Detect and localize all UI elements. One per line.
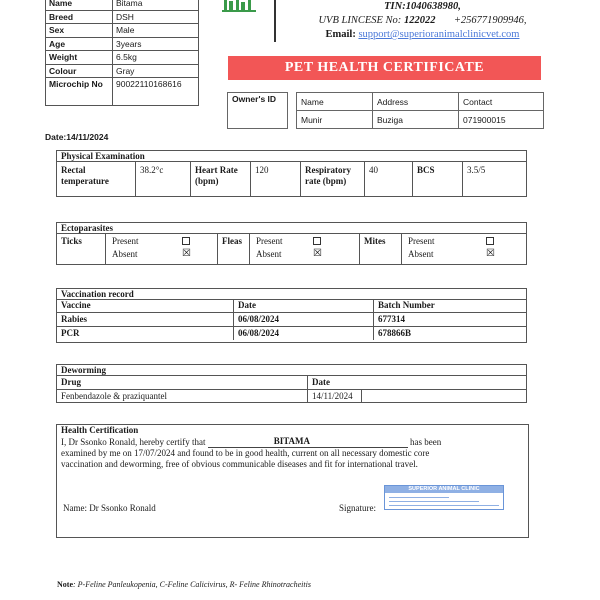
resp-rate-label: Respiratory rate (bpm) xyxy=(300,162,364,196)
owner-header: Address xyxy=(373,93,459,111)
footnote xyxy=(57,580,311,589)
license-row xyxy=(300,14,545,28)
ecto-name: Ticks xyxy=(61,236,82,246)
present-label: Present xyxy=(112,236,139,246)
rectal-value: 38.2°c xyxy=(135,162,190,196)
batch-header: Batch Number xyxy=(373,300,526,312)
email-label: Email: xyxy=(325,29,356,40)
pet-value: 3years xyxy=(113,37,199,51)
batch-number: 677314 xyxy=(373,313,526,326)
vaccine-name: PCR xyxy=(61,328,80,338)
certificate-title: PET HEALTH CERTIFICATE xyxy=(228,56,541,80)
pet-value: 90022110168616 xyxy=(113,78,199,106)
clinic-logo xyxy=(222,0,258,12)
pet-value: Gray xyxy=(113,64,199,78)
header-divider xyxy=(274,0,276,42)
section-title: Vaccination record xyxy=(57,289,526,300)
vaccine-date: 06/08/2024 xyxy=(233,327,373,340)
pet-label: Breed xyxy=(46,10,113,24)
deworm-date-header: Date xyxy=(307,376,526,389)
pet-label: Age xyxy=(46,37,113,51)
heart-rate-value: 120 xyxy=(250,162,300,196)
ticks-absent-checkbox[interactable]: ☒ xyxy=(182,248,191,259)
resp-rate-value: 40 xyxy=(364,162,412,196)
ectoparasites-section xyxy=(56,222,527,265)
ticks-present-checkbox[interactable] xyxy=(182,237,190,245)
note-text: : P-Feline Panleukopenia, C-Feline Calicivirus, R- Feline Rhinotracheitis xyxy=(73,580,311,589)
physical-exam-section xyxy=(56,150,527,197)
owner-name: Munir xyxy=(297,111,373,129)
cert-line-2: examined by me on 17/07/2024 and found to be in good health, current on all necessary domestic core xyxy=(61,448,430,458)
ecto-name: Mites xyxy=(359,234,401,264)
pet-value: 6.5kg xyxy=(113,51,199,65)
pet-label: Colour xyxy=(46,64,113,78)
section-title: Ectoparasites xyxy=(57,223,526,234)
deworming-section xyxy=(56,364,527,403)
owner-header: Name xyxy=(297,93,373,111)
fleas-absent-checkbox[interactable]: ☒ xyxy=(313,248,322,259)
owner-id-label: Owner's ID xyxy=(228,93,288,129)
drug-header: Drug xyxy=(61,377,81,387)
note-label: Note xyxy=(57,580,73,589)
mites-present-checkbox[interactable] xyxy=(486,237,494,245)
pet-label: Name xyxy=(46,0,113,10)
heart-rate-label: Heart Rate (bpm) xyxy=(190,162,250,196)
license-number: 122022 xyxy=(403,15,436,26)
cert-line-1-post: has been xyxy=(409,437,442,447)
tin: TIN:1040638980, xyxy=(384,1,461,12)
clinic-contact xyxy=(300,0,545,42)
batch-number: 678866B xyxy=(373,327,526,340)
mites-absent-checkbox[interactable]: ☒ xyxy=(486,248,495,259)
drug-name: Fenbendazole & praziquantel xyxy=(61,391,167,401)
email-link[interactable]: support@superioranimalclinicvet.com xyxy=(358,29,520,40)
email-row xyxy=(300,28,545,42)
owner-contact: 071900015 xyxy=(459,111,544,129)
rectal-label: Rectal temperature xyxy=(61,165,109,186)
clinic-phone: +256771909946, xyxy=(453,15,527,26)
owner-header: Contact xyxy=(459,93,544,111)
section-title: Health Certification xyxy=(61,425,139,435)
certified-pet-name: BITAMA xyxy=(270,436,350,448)
pet-value: Bitama xyxy=(113,0,199,10)
section-title: Deworming xyxy=(57,365,526,376)
license-label: UVB LINCESE No: xyxy=(318,15,402,26)
present-label: Present xyxy=(256,236,283,246)
ecto-name: Fleas xyxy=(217,234,249,264)
signature-label: Signature: xyxy=(339,503,376,513)
pet-value: DSH xyxy=(113,10,199,24)
health-certification-section xyxy=(56,424,529,538)
absent-label: Absent xyxy=(256,249,282,259)
vaccine-date: 06/08/2024 xyxy=(233,313,373,326)
absent-label: Absent xyxy=(408,249,434,259)
vaccination-section xyxy=(56,288,527,343)
clinic-stamp xyxy=(384,485,504,510)
deworm-date: 14/11/2024 xyxy=(307,390,362,402)
absent-label: Absent xyxy=(112,249,138,259)
bcs-label: BCS xyxy=(412,162,462,196)
section-title: Physical Examination xyxy=(57,151,526,162)
certificate-date: Date:14/11/2024 xyxy=(45,132,109,142)
certification-statement xyxy=(57,436,528,470)
pet-label: Weight xyxy=(46,51,113,65)
pet-label: Sex xyxy=(46,24,113,38)
present-label: Present xyxy=(408,236,435,246)
cert-line-1-pre: I, Dr Ssonko Ronald, hereby certify that xyxy=(61,437,206,447)
pet-value: Male xyxy=(113,24,199,38)
vet-name: Name: Dr Ssonko Ronald xyxy=(63,503,156,513)
owner-address: Buziga xyxy=(373,111,459,129)
vaccine-name: Rabies xyxy=(61,314,88,324)
pet-info-table xyxy=(45,0,199,106)
fleas-present-checkbox[interactable] xyxy=(313,237,321,245)
bcs-value: 3.5/5 xyxy=(462,162,526,196)
pet-label: Microchip No xyxy=(46,78,113,106)
cert-line-3: vaccination and deworming, free of obvious communicable diseases and fit for international travel. xyxy=(61,459,418,469)
stamp-text: SUPERIOR ANIMAL CLINIC xyxy=(385,486,503,493)
owner-table xyxy=(227,92,544,129)
vaccine-header: Vaccine xyxy=(61,300,91,310)
vaccine-date-header: Date xyxy=(233,300,373,312)
